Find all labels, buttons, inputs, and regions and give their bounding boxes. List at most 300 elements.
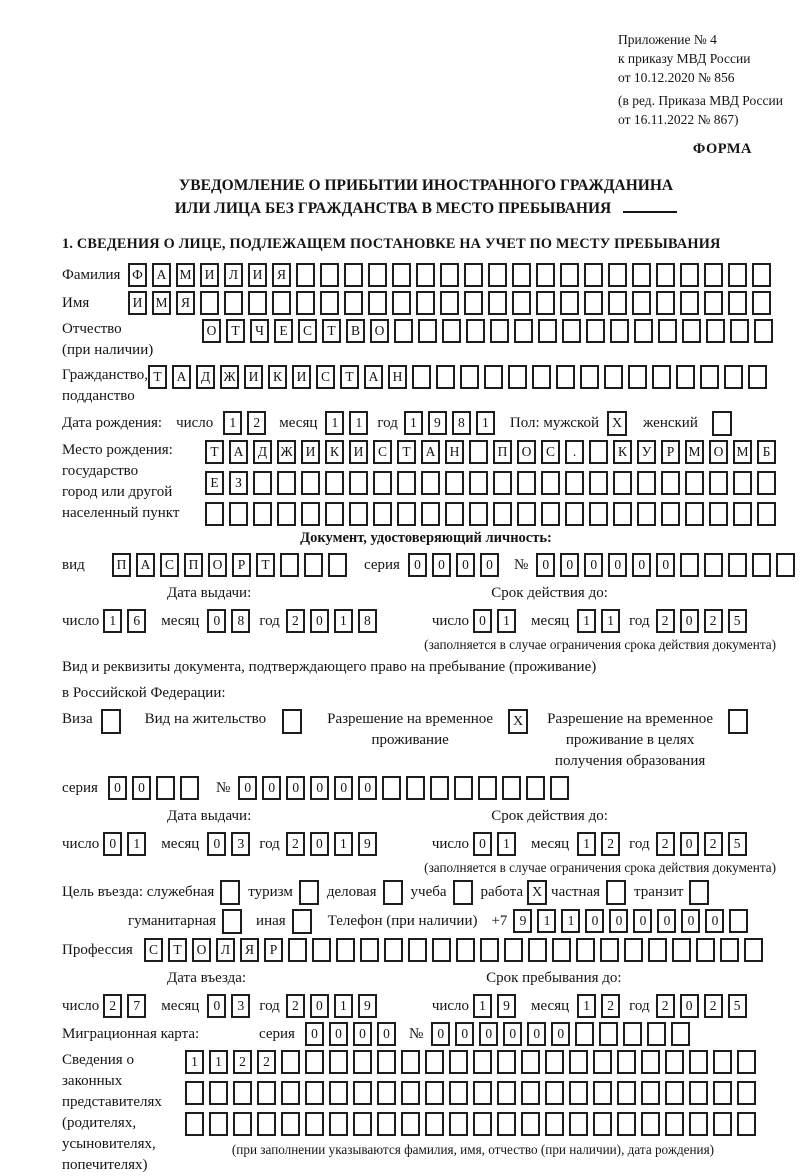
char-cell[interactable]: С [373,440,392,464]
char-cell[interactable] [504,938,523,962]
char-cell[interactable] [353,1081,372,1105]
char-cell[interactable] [593,1050,612,1074]
char-cell[interactable] [325,471,344,495]
char-cell[interactable]: Я [272,263,291,287]
char-cell[interactable] [648,938,667,962]
char-cell[interactable] [562,319,581,343]
char-cell[interactable]: А [152,263,171,287]
char-cell[interactable] [349,471,368,495]
char-cell[interactable] [392,263,411,287]
char-cell[interactable] [541,471,560,495]
char-cell[interactable] [713,1081,732,1105]
char-cell[interactable] [569,1112,588,1136]
char-cell[interactable]: 0 [358,776,377,800]
purpose-tourism-checkbox[interactable] [299,880,319,905]
char-cell[interactable]: С [144,938,163,962]
char-cell[interactable]: Р [264,938,283,962]
char-cell[interactable]: 2 [704,832,723,856]
char-cell[interactable]: 0 [680,994,699,1018]
char-cell[interactable]: И [244,365,263,389]
char-cell[interactable]: 0 [455,1022,474,1046]
char-cell[interactable] [421,471,440,495]
char-cell[interactable] [469,440,488,464]
char-cell[interactable] [730,319,749,343]
char-cell[interactable]: З [229,471,248,495]
char-cell[interactable]: 5 [728,609,747,633]
char-cell[interactable]: И [292,365,311,389]
char-cell[interactable] [180,776,199,800]
char-cell[interactable] [517,471,536,495]
char-cell[interactable] [754,319,773,343]
char-cell[interactable]: Ф [128,263,147,287]
char-cell[interactable] [296,291,315,315]
char-cell[interactable] [233,1081,252,1105]
char-cell[interactable] [353,1050,372,1074]
char-cell[interactable]: 2 [656,994,675,1018]
char-cell[interactable] [445,502,464,526]
char-cell[interactable] [610,319,629,343]
char-cell[interactable] [593,1081,612,1105]
char-cell[interactable] [617,1112,636,1136]
char-cell[interactable] [556,365,575,389]
char-cell[interactable] [521,1112,540,1136]
char-cell[interactable]: 0 [609,909,628,933]
char-cell[interactable]: Р [661,440,680,464]
char-cell[interactable] [672,938,691,962]
char-cell[interactable] [536,291,555,315]
char-cell[interactable]: 0 [480,553,499,577]
char-cell[interactable] [565,471,584,495]
char-cell[interactable] [656,263,675,287]
char-cell[interactable] [569,1081,588,1105]
char-cell[interactable]: 1 [334,832,353,856]
char-cell[interactable]: 2 [286,994,305,1018]
char-cell[interactable] [384,938,403,962]
char-cell[interactable] [392,291,411,315]
char-cell[interactable]: 0 [632,553,651,577]
char-cell[interactable]: 0 [431,1022,450,1046]
char-cell[interactable]: 0 [608,553,627,577]
char-cell[interactable] [744,938,763,962]
sex-female-checkbox[interactable] [712,411,732,436]
char-cell[interactable] [628,365,647,389]
char-cell[interactable]: О [709,440,728,464]
char-cell[interactable] [589,502,608,526]
char-cell[interactable] [696,938,715,962]
char-cell[interactable]: 0 [584,553,603,577]
char-cell[interactable]: 0 [456,553,475,577]
char-cell[interactable] [658,319,677,343]
char-cell[interactable] [272,291,291,315]
char-cell[interactable] [281,1050,300,1074]
purpose-business-checkbox[interactable] [383,880,403,905]
char-cell[interactable] [394,319,413,343]
char-cell[interactable]: 0 [479,1022,498,1046]
char-cell[interactable] [608,291,627,315]
char-cell[interactable]: А [172,365,191,389]
char-cell[interactable] [689,1050,708,1074]
char-cell[interactable] [484,365,503,389]
char-cell[interactable]: 2 [247,411,266,435]
char-cell[interactable] [665,1050,684,1074]
char-cell[interactable]: Т [397,440,416,464]
char-cell[interactable] [425,1050,444,1074]
char-cell[interactable] [608,263,627,287]
char-cell[interactable] [757,471,776,495]
char-cell[interactable] [656,291,675,315]
char-cell[interactable] [497,1050,516,1074]
char-cell[interactable] [464,263,483,287]
char-cell[interactable]: 2 [286,832,305,856]
char-cell[interactable]: Я [240,938,259,962]
char-cell[interactable] [637,471,656,495]
char-cell[interactable]: 1 [349,411,368,435]
char-cell[interactable] [301,471,320,495]
visa-checkbox[interactable] [101,709,121,734]
char-cell[interactable] [328,553,347,577]
char-cell[interactable]: 1 [473,994,492,1018]
char-cell[interactable] [586,319,605,343]
char-cell[interactable] [233,1112,252,1136]
char-cell[interactable] [382,776,401,800]
char-cell[interactable] [737,1050,756,1074]
char-cell[interactable] [281,1081,300,1105]
char-cell[interactable] [209,1112,228,1136]
temp-residence-checkbox[interactable]: X [508,709,528,734]
purpose-private-checkbox[interactable] [606,880,626,905]
char-cell[interactable]: Д [253,440,272,464]
char-cell[interactable]: И [128,291,147,315]
char-cell[interactable] [613,471,632,495]
char-cell[interactable] [617,1050,636,1074]
char-cell[interactable]: 1 [334,994,353,1018]
char-cell[interactable] [320,263,339,287]
char-cell[interactable] [689,1112,708,1136]
char-cell[interactable] [288,938,307,962]
char-cell[interactable] [277,471,296,495]
char-cell[interactable] [575,1022,594,1046]
char-cell[interactable] [637,502,656,526]
char-cell[interactable]: К [268,365,287,389]
char-cell[interactable]: 0 [633,909,652,933]
char-cell[interactable]: 0 [132,776,151,800]
char-cell[interactable] [473,1050,492,1074]
char-cell[interactable]: В [346,319,365,343]
char-cell[interactable]: 0 [560,553,579,577]
char-cell[interactable]: И [301,440,320,464]
char-cell[interactable] [665,1081,684,1105]
char-cell[interactable]: 0 [207,609,226,633]
char-cell[interactable] [248,291,267,315]
char-cell[interactable]: К [613,440,632,464]
char-cell[interactable]: С [298,319,317,343]
char-cell[interactable]: М [176,263,195,287]
char-cell[interactable]: П [493,440,512,464]
char-cell[interactable] [416,263,435,287]
char-cell[interactable]: Н [445,440,464,464]
char-cell[interactable]: Т [340,365,359,389]
char-cell[interactable]: Е [274,319,293,343]
char-cell[interactable] [565,502,584,526]
char-cell[interactable] [425,1081,444,1105]
char-cell[interactable] [416,291,435,315]
char-cell[interactable] [329,1112,348,1136]
char-cell[interactable] [599,1022,618,1046]
char-cell[interactable]: 1 [223,411,242,435]
char-cell[interactable] [449,1050,468,1074]
char-cell[interactable] [257,1112,276,1136]
char-cell[interactable]: С [316,365,335,389]
char-cell[interactable]: Р [232,553,251,577]
char-cell[interactable]: Т [148,365,167,389]
char-cell[interactable] [488,291,507,315]
char-cell[interactable]: 1 [209,1050,228,1074]
char-cell[interactable]: 2 [286,609,305,633]
char-cell[interactable] [682,319,701,343]
char-cell[interactable] [641,1112,660,1136]
char-cell[interactable] [200,291,219,315]
char-cell[interactable]: 3 [231,994,250,1018]
char-cell[interactable] [229,502,248,526]
char-cell[interactable]: 2 [704,994,723,1018]
char-cell[interactable] [521,1081,540,1105]
char-cell[interactable]: Я [176,291,195,315]
char-cell[interactable]: П [184,553,203,577]
char-cell[interactable]: А [229,440,248,464]
char-cell[interactable]: 0 [377,1022,396,1046]
char-cell[interactable]: 2 [233,1050,252,1074]
char-cell[interactable] [305,1081,324,1105]
char-cell[interactable] [704,553,723,577]
char-cell[interactable] [277,502,296,526]
char-cell[interactable]: А [421,440,440,464]
char-cell[interactable]: 0 [551,1022,570,1046]
residence-permit-checkbox[interactable] [282,709,302,734]
char-cell[interactable] [296,263,315,287]
char-cell[interactable]: 2 [103,994,122,1018]
char-cell[interactable] [401,1081,420,1105]
char-cell[interactable]: 3 [231,832,250,856]
char-cell[interactable] [634,319,653,343]
char-cell[interactable] [617,1081,636,1105]
char-cell[interactable]: 2 [257,1050,276,1074]
char-cell[interactable]: 0 [680,832,699,856]
char-cell[interactable] [521,1050,540,1074]
char-cell[interactable] [713,1112,732,1136]
char-cell[interactable]: 0 [207,832,226,856]
purpose-other-checkbox[interactable] [292,909,312,934]
char-cell[interactable]: 1 [497,609,516,633]
char-cell[interactable] [576,938,595,962]
char-cell[interactable]: А [136,553,155,577]
char-cell[interactable]: Т [205,440,224,464]
char-cell[interactable]: 0 [432,553,451,577]
char-cell[interactable] [156,776,175,800]
char-cell[interactable] [613,502,632,526]
char-cell[interactable]: 1 [334,609,353,633]
char-cell[interactable] [185,1112,204,1136]
char-cell[interactable]: 0 [473,832,492,856]
char-cell[interactable]: 7 [127,994,146,1018]
char-cell[interactable]: Т [256,553,275,577]
char-cell[interactable] [752,553,771,577]
char-cell[interactable] [733,471,752,495]
char-cell[interactable] [480,938,499,962]
char-cell[interactable] [466,319,485,343]
char-cell[interactable] [490,319,509,343]
char-cell[interactable]: 0 [353,1022,372,1046]
char-cell[interactable]: Ч [250,319,269,343]
char-cell[interactable]: 1 [404,411,423,435]
char-cell[interactable] [312,938,331,962]
char-cell[interactable] [589,440,608,464]
char-cell[interactable]: 0 [310,994,329,1018]
char-cell[interactable]: 0 [705,909,724,933]
char-cell[interactable] [368,291,387,315]
char-cell[interactable]: К [325,440,344,464]
char-cell[interactable]: 0 [656,553,675,577]
char-cell[interactable] [569,1050,588,1074]
char-cell[interactable] [488,263,507,287]
char-cell[interactable] [589,471,608,495]
char-cell[interactable] [720,938,739,962]
char-cell[interactable]: 0 [305,1022,324,1046]
char-cell[interactable] [632,291,651,315]
char-cell[interactable]: 1 [325,411,344,435]
char-cell[interactable] [545,1112,564,1136]
char-cell[interactable] [224,291,243,315]
char-cell[interactable] [641,1081,660,1105]
char-cell[interactable] [536,263,555,287]
char-cell[interactable]: М [685,440,704,464]
char-cell[interactable]: О [208,553,227,577]
char-cell[interactable] [728,291,747,315]
char-cell[interactable]: Т [226,319,245,343]
char-cell[interactable] [305,1112,324,1136]
char-cell[interactable] [406,776,425,800]
char-cell[interactable]: 0 [262,776,281,800]
char-cell[interactable] [349,502,368,526]
char-cell[interactable] [689,1081,708,1105]
char-cell[interactable]: 0 [103,832,122,856]
char-cell[interactable] [709,502,728,526]
char-cell[interactable] [329,1050,348,1074]
char-cell[interactable] [469,471,488,495]
char-cell[interactable] [737,1081,756,1105]
char-cell[interactable]: 0 [657,909,676,933]
char-cell[interactable]: 1 [577,994,596,1018]
char-cell[interactable] [748,365,767,389]
char-cell[interactable] [497,1112,516,1136]
char-cell[interactable] [680,553,699,577]
char-cell[interactable] [676,365,695,389]
char-cell[interactable]: 0 [310,776,329,800]
char-cell[interactable] [545,1050,564,1074]
char-cell[interactable]: 1 [103,609,122,633]
char-cell[interactable] [728,553,747,577]
char-cell[interactable]: 9 [497,994,516,1018]
char-cell[interactable] [493,471,512,495]
char-cell[interactable] [401,1112,420,1136]
char-cell[interactable]: 1 [185,1050,204,1074]
char-cell[interactable] [377,1112,396,1136]
char-cell[interactable]: 2 [601,994,620,1018]
char-cell[interactable] [600,938,619,962]
char-cell[interactable]: 8 [231,609,250,633]
char-cell[interactable]: С [541,440,560,464]
char-cell[interactable] [418,319,437,343]
char-cell[interactable]: 1 [577,832,596,856]
char-cell[interactable]: И [248,263,267,287]
char-cell[interactable] [464,291,483,315]
char-cell[interactable] [728,263,747,287]
char-cell[interactable]: Н [388,365,407,389]
char-cell[interactable] [776,553,795,577]
char-cell[interactable]: Т [322,319,341,343]
char-cell[interactable] [706,319,725,343]
char-cell[interactable]: О [192,938,211,962]
char-cell[interactable] [412,365,431,389]
char-cell[interactable]: 1 [577,609,596,633]
char-cell[interactable]: 2 [656,609,675,633]
char-cell[interactable] [436,365,455,389]
char-cell[interactable]: 5 [728,832,747,856]
char-cell[interactable]: С [160,553,179,577]
char-cell[interactable] [652,365,671,389]
char-cell[interactable]: 1 [561,909,580,933]
char-cell[interactable]: Т [168,938,187,962]
char-cell[interactable] [752,291,771,315]
char-cell[interactable] [320,291,339,315]
char-cell[interactable] [397,471,416,495]
char-cell[interactable]: 1 [127,832,146,856]
char-cell[interactable] [344,263,363,287]
char-cell[interactable] [253,502,272,526]
char-cell[interactable]: 0 [329,1022,348,1046]
char-cell[interactable]: 2 [656,832,675,856]
char-cell[interactable]: 8 [452,411,471,435]
char-cell[interactable]: Е [205,471,224,495]
char-cell[interactable] [185,1081,204,1105]
char-cell[interactable] [353,1112,372,1136]
char-cell[interactable] [401,1050,420,1074]
char-cell[interactable] [704,291,723,315]
char-cell[interactable] [623,1022,642,1046]
char-cell[interactable]: Л [224,263,243,287]
char-cell[interactable] [209,1081,228,1105]
char-cell[interactable] [445,471,464,495]
char-cell[interactable] [305,1050,324,1074]
char-cell[interactable]: Б [757,440,776,464]
char-cell[interactable]: 2 [704,609,723,633]
char-cell[interactable] [752,263,771,287]
char-cell[interactable] [473,1081,492,1105]
char-cell[interactable] [373,471,392,495]
char-cell[interactable] [205,502,224,526]
char-cell[interactable] [514,319,533,343]
char-cell[interactable] [632,263,651,287]
char-cell[interactable]: И [349,440,368,464]
char-cell[interactable]: 5 [728,994,747,1018]
char-cell[interactable]: О [370,319,389,343]
char-cell[interactable] [454,776,473,800]
char-cell[interactable]: 0 [503,1022,522,1046]
char-cell[interactable]: 0 [334,776,353,800]
temp-residence-edu-checkbox[interactable] [728,709,748,734]
char-cell[interactable] [709,471,728,495]
char-cell[interactable] [456,938,475,962]
char-cell[interactable] [665,1112,684,1136]
